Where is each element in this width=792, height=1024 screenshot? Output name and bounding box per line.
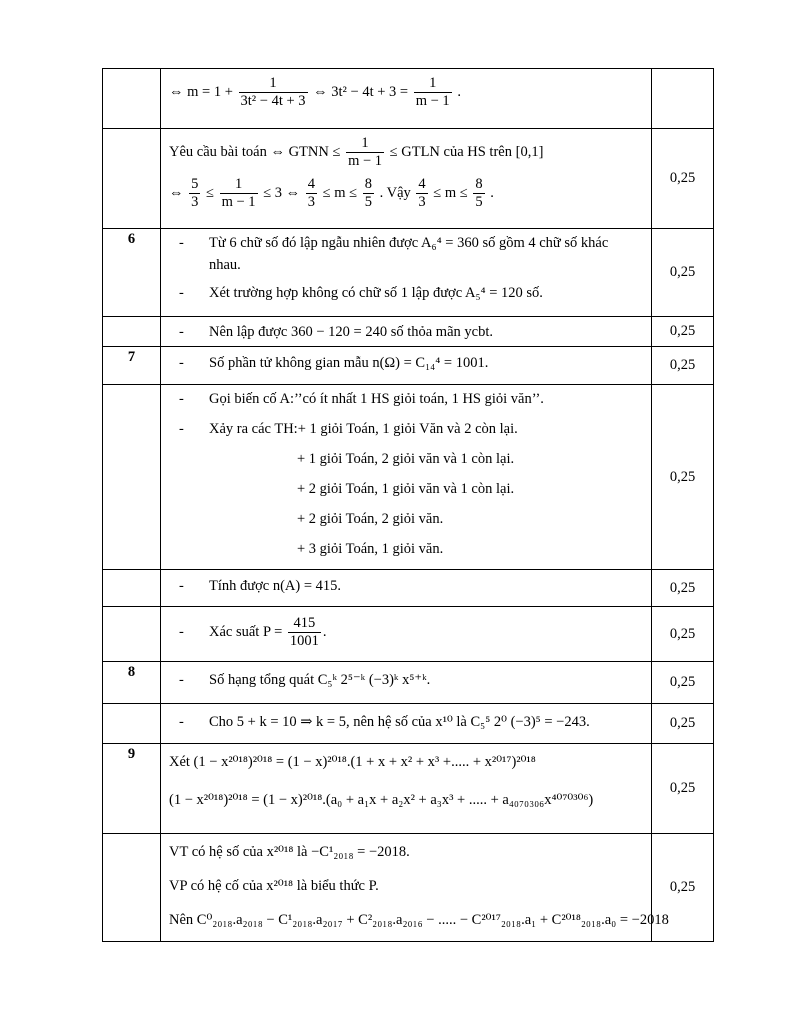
fraction — [346, 135, 384, 170]
fraction — [306, 176, 317, 211]
text-segment: . — [490, 184, 494, 201]
score-cell: 0,25 — [652, 662, 714, 704]
fraction — [220, 176, 258, 211]
question-number: 9 — [103, 744, 161, 834]
fraction — [414, 75, 452, 110]
question-number: 7 — [103, 347, 161, 385]
bullet-dash: - — [179, 391, 184, 407]
question-number: 6 — [103, 229, 161, 317]
fraction — [288, 615, 321, 650]
text-segment: ≤ 3 ⇔ — [263, 184, 304, 201]
question-number — [103, 69, 161, 129]
bullet-dash: - — [179, 714, 184, 730]
fraction — [363, 176, 374, 211]
table-row — [103, 834, 714, 942]
score-cell: 0,25 — [652, 385, 714, 570]
fraction-denominator: m − 1 — [221, 194, 256, 210]
fraction-numerator: 8 — [364, 176, 372, 192]
case-item: + 2 giỏi Toán, 2 giỏi văn. — [297, 511, 444, 527]
text-segment: Xác suất P = — [209, 623, 286, 640]
fraction-numerator: 5 — [191, 176, 199, 192]
fraction-numerator: 4 — [307, 176, 316, 192]
answer-text: Số phần tử không gian mẫu n(Ω) = C₁₄⁴ = 1001. — [209, 355, 489, 371]
answer-text: Xét trường hợp không có chữ số 1 lập được A₅⁴ = 120 số. — [209, 285, 543, 301]
fraction — [473, 176, 484, 211]
fraction-numerator: 415 — [293, 615, 316, 631]
answer-text: Xảy ra các TH:+ 1 giỏi Toán, 1 giỏi Văn và 2 còn lại. — [209, 421, 518, 437]
fraction-numerator: 1 — [269, 75, 277, 91]
interval: [0,1] — [515, 143, 544, 160]
text-segment: ⇔ 3t² − 4t + 3 = — [313, 83, 412, 100]
score-cell: 0,25 — [652, 704, 714, 744]
answer-table-page — [102, 68, 713, 942]
answer-cell — [161, 607, 652, 662]
score-cell: 0,25 — [652, 744, 714, 834]
fraction — [189, 176, 200, 211]
fraction-denominator: 3t² − 4t + 3 — [240, 93, 306, 109]
fraction-denominator: 1001 — [289, 633, 319, 649]
text-segment: . — [457, 83, 461, 100]
text-segment: ⇔ m = 1 + — [169, 83, 237, 100]
bullet-dash: - — [179, 578, 184, 594]
answer-table — [102, 68, 714, 942]
case-item: + 2 giỏi Toán, 1 giỏi văn và 1 còn lại. — [297, 481, 515, 497]
bullet-dash: - — [179, 235, 184, 251]
answer-cell — [161, 744, 652, 834]
table-row — [103, 662, 714, 704]
answer-text — [209, 615, 327, 650]
score-cell: 0,25 — [652, 129, 714, 229]
bullet-dash: - — [179, 324, 184, 340]
fraction — [416, 176, 427, 211]
text-segment: . — [322, 623, 327, 640]
score-cell: 0,25 — [652, 317, 714, 347]
bullet-dash: - — [179, 421, 184, 437]
fraction-numerator: 1 — [234, 176, 243, 192]
fraction-denominator: 3 — [191, 194, 199, 210]
bullet-dash: - — [179, 623, 184, 640]
question-number: 8 — [103, 662, 161, 704]
answer-text: Từ 6 chữ số đó lập ngẫu nhiên được A₆⁴ = 360 số gồm 4 chữ số khác — [209, 235, 609, 251]
fraction-numerator: 1 — [361, 135, 369, 151]
answer-text: Nên C⁰₂₀₁₈.a₂₀₁₈ − C¹₂₀₁₈.a₂₀₁₇ + C²₂₀₁₈.a₂₀₁₆ − ..... − C²⁰¹⁷₂₀₁₈.a₁ + C²⁰¹⁸₂₀₁₈.a₀ = −2018 — [169, 912, 669, 928]
fraction-numerator: 8 — [475, 176, 483, 192]
case-item: + 3 giỏi Toán, 1 giỏi văn. — [297, 541, 444, 557]
answer-cell — [161, 69, 652, 129]
fraction-numerator: 4 — [418, 176, 426, 192]
answer-cell — [161, 834, 669, 942]
table-row — [103, 229, 714, 317]
table-row — [103, 347, 714, 385]
text-segment: ≤ m ≤ — [433, 184, 472, 201]
text-segment: . Vậy — [379, 184, 415, 201]
question-number — [103, 834, 161, 942]
question-number — [103, 607, 161, 662]
text-segment: ⇔ — [169, 184, 188, 201]
table-row — [103, 570, 714, 607]
answer-cell — [161, 385, 652, 570]
fraction-numerator: 1 — [429, 75, 437, 91]
answer-text: VT có hệ số của x²⁰¹⁸ là −C¹₂₀₁₈ = −2018. — [169, 844, 410, 860]
question-number — [103, 129, 161, 229]
table-row — [103, 317, 714, 347]
table-row — [103, 129, 714, 229]
answer-text: Cho 5 + k = 10 ⇒ k = 5, nên hệ số của x¹⁰ là C₅⁵ 2⁰ (−3)⁵ = −243. — [209, 714, 590, 730]
fraction-denominator: 3 — [307, 194, 316, 210]
table-row — [103, 69, 714, 129]
score-cell: 0,25 — [652, 570, 714, 607]
case-item: + 1 giỏi Toán, 2 giỏi văn và 1 còn lại. — [297, 451, 515, 467]
score-cell: 0,25 — [652, 834, 714, 942]
fraction-denominator: 3 — [418, 194, 426, 210]
bullet-dash: - — [179, 285, 184, 301]
answer-cell — [161, 229, 652, 317]
text-segment: ≤ GTLN của HS trên — [389, 143, 516, 160]
answer-cell — [161, 704, 652, 744]
fraction-denominator: m − 1 — [348, 153, 383, 169]
fraction-denominator: 5 — [475, 194, 483, 210]
table-row — [103, 704, 714, 744]
question-number — [103, 385, 161, 570]
answer-text: (1 − x²⁰¹⁸)²⁰¹⁸ = (1 − x)²⁰¹⁸.(a₀ + a₁x + a₂x² + a₃x³ + ..... + a₄₀₇₀₃₀₆x⁴⁰⁷⁰³⁰⁶) — [169, 792, 594, 808]
text-segment: Yêu cầu bài toán ⇔ GTNN ≤ — [169, 143, 345, 160]
bullet-dash: - — [179, 355, 184, 371]
text-segment: ≤ m ≤ — [322, 184, 361, 201]
fraction — [239, 75, 308, 110]
question-number — [103, 570, 161, 607]
answer-cell — [161, 129, 652, 229]
text-segment: ≤ — [206, 184, 218, 201]
bullet-dash: - — [179, 672, 184, 688]
question-number — [103, 317, 161, 347]
table-row — [103, 385, 714, 570]
answer-text: Gọi biến cố A:’’có ít nhất 1 HS giỏi toán, 1 HS giỏi văn’’. — [209, 391, 544, 407]
answer-text: Xét (1 − x²⁰¹⁸)²⁰¹⁸ = (1 − x)²⁰¹⁸.(1 + x + x² + x³ +..... + x²⁰¹⁷)²⁰¹⁸ — [169, 754, 536, 770]
answer-text: Nên lập được 360 − 120 = 240 số thỏa mãn ycbt. — [209, 324, 493, 340]
answer-cell — [161, 570, 652, 607]
score-cell: 0,25 — [652, 347, 714, 385]
table-row — [103, 607, 714, 662]
answer-text: VP có hệ cố của x²⁰¹⁸ là biểu thức P. — [169, 878, 379, 894]
answer-text: nhau. — [209, 257, 241, 273]
table-row — [103, 744, 714, 834]
question-number — [103, 704, 161, 744]
answer-cell — [161, 662, 652, 704]
fraction-denominator: m − 1 — [415, 93, 450, 109]
answer-text: Tính được n(A) = 415. — [209, 578, 342, 594]
score-cell — [652, 69, 714, 129]
answer-cell — [161, 317, 652, 347]
score-cell: 0,25 — [652, 607, 714, 662]
answer-cell — [161, 347, 652, 385]
score-cell: 0,25 — [652, 229, 714, 317]
answer-text: Số hạng tổng quát C₅ᵏ 2⁵⁻ᵏ (−3)ᵏ x⁵⁺ᵏ. — [209, 672, 431, 688]
fraction-denominator: 5 — [364, 194, 372, 210]
